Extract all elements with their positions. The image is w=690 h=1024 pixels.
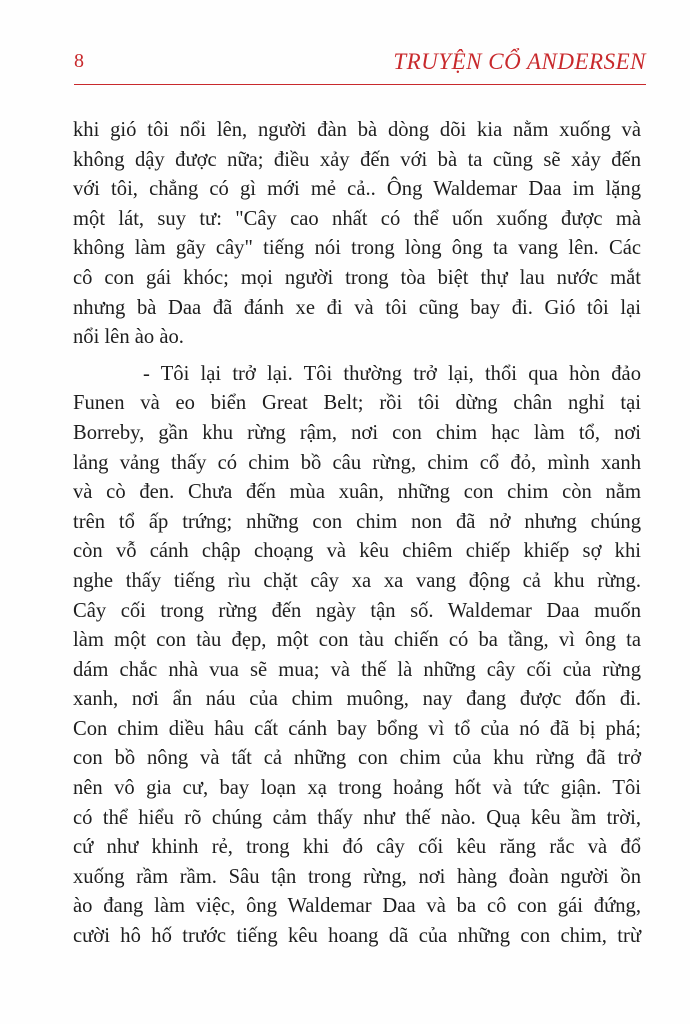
text-line: lảng vảng thấy có chim bồ câu rừng, chim cổ đỏ, mình xanh: [73, 451, 641, 474]
text-line: cô con gái khóc; mọi người trong tòa biệt thự lau nước mắt: [73, 266, 641, 289]
text-line: Funen và eo biển Great Belt; rồi tôi dừng chân nghỉ tại: [73, 392, 641, 415]
text-line: - Tôi lại trở lại. Tôi thường trở lại, thổi qua hòn đảo: [143, 362, 641, 385]
text-line: Borreby, gần khu rừng rậm, nơi con chim hạc làm tổ, nơi: [73, 421, 641, 444]
header-rule: [74, 84, 646, 85]
text-line: có thể hiểu rõ chúng cảm thấy như thế nào. Quạ kêu ầm trời,: [73, 806, 641, 829]
text-line: một lát, suy tư: "Cây cao nhất có thể uốn xuống được mà: [73, 207, 641, 230]
text-line: Con chim diều hâu cất cánh bay bổng vì tổ của nó đã bị phá;: [73, 717, 641, 740]
text-line: cười hô hố trước tiếng kêu hoang dã của những con chim, trừ: [73, 925, 641, 948]
text-line: còn vỗ cánh chập choạng và kêu chiêm chiếp khiếp sợ khi: [73, 540, 641, 563]
text-line: xuống rầm rầm. Sâu tận trong rừng, nơi hàng đoàn người ồn: [73, 865, 641, 888]
text-line: con bồ nông và tất cả những con chim của khu rừng đã trở: [73, 747, 641, 770]
text-line: làm một con tàu đẹp, một con tàu chiến có ba tầng, vì ông ta: [73, 629, 641, 652]
book-title: TRUYỆN CỔ ANDERSEN: [393, 49, 646, 74]
text-line: khi gió tôi nổi lên, người đàn bà dòng dõi kia nằm xuống và: [73, 119, 641, 141]
paragraph-1: [73, 116, 641, 353]
text-line: với tôi, chẳng có gì mới mẻ cả.. Ông Waldemar Daa im lặng: [73, 178, 641, 201]
text-line: trên tổ ấp trứng; những con chim non đã nở nhưng chúng: [73, 510, 641, 533]
text-line: cứ như khinh rẻ, trong khi đó cây cối kêu răng rắc và đổ: [73, 836, 641, 859]
text-line: không dậy được nữa; điều xảy đến với bà ta cũng sẽ xảy đến: [73, 148, 641, 171]
body-text: [73, 116, 641, 952]
text-line: nghe thấy tiếng rìu chặt cây xa xa vang động cả khu rừng.: [73, 569, 641, 592]
text-line: dám chắc nhà vua sẽ mua; và thế là những cây cối của rừng: [73, 658, 641, 681]
text-line: và cò đen. Chưa đến mùa xuân, những con chim còn nằm: [73, 481, 641, 504]
text-line: nổi lên ào ào.: [73, 326, 184, 349]
paragraph-2: [73, 360, 641, 952]
text-line: xanh, nơi ẩn náu của chim muông, nay đang được đốn đi.: [73, 688, 641, 711]
text-line: ào đang làm việc, ông Waldemar Daa và ba cô con gái đứng,: [73, 895, 641, 918]
running-header: [74, 46, 646, 86]
page-number: 8: [74, 50, 84, 72]
text-line: nhưng bà Daa đã đánh xe đi và tôi cũng bay đi. Gió tôi lại: [73, 296, 641, 319]
text-line: nên vô gia cư, bay loạn xạ trong hoảng hốt và tức giận. Tôi: [73, 777, 641, 800]
text-line: không làm gãy cây" tiếng nói trong lòng ông ta vang lên. Các: [73, 237, 641, 260]
text-line: Cây cối trong rừng đến ngày tận số. Waldemar Daa muốn: [73, 599, 641, 622]
